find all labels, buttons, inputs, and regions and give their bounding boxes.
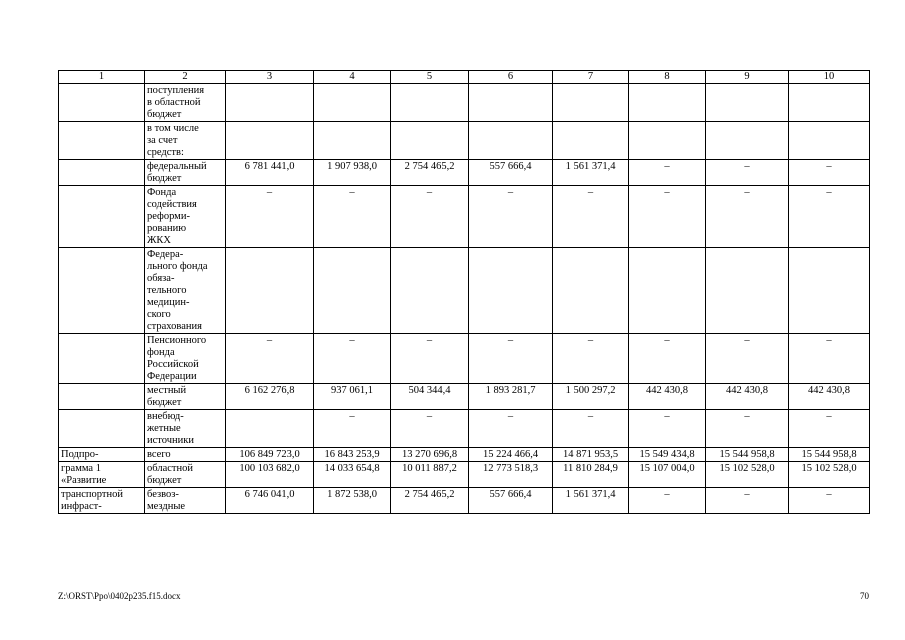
program-name-cell <box>59 186 145 248</box>
amount-cell <box>629 122 706 160</box>
funding-source-cell: в том числе за счет средств: <box>145 122 226 160</box>
amount-cell <box>553 122 629 160</box>
amount-cell: – <box>553 334 629 384</box>
column-number-cell: 9 <box>706 71 789 84</box>
column-number-cell: 2 <box>145 71 226 84</box>
amount-cell <box>553 248 629 334</box>
amount-cell <box>706 248 789 334</box>
table-row <box>59 160 870 186</box>
amount-cell <box>789 122 870 160</box>
amount-cell: – <box>789 186 870 248</box>
amount-cell: – <box>629 160 706 186</box>
amount-cell: – <box>629 334 706 384</box>
amount-cell: – <box>629 488 706 514</box>
amount-cell <box>226 248 314 334</box>
amount-cell <box>314 122 391 160</box>
program-name-cell <box>59 84 145 122</box>
amount-cell <box>469 122 553 160</box>
amount-cell: – <box>226 186 314 248</box>
program-name-cell: грамма 1 «Развитие <box>59 462 145 488</box>
column-number-cell: 3 <box>226 71 314 84</box>
column-number-cell: 7 <box>553 71 629 84</box>
column-number-cell: 1 <box>59 71 145 84</box>
amount-cell: – <box>314 334 391 384</box>
amount-cell: – <box>553 186 629 248</box>
amount-cell: – <box>629 410 706 448</box>
amount-cell <box>629 84 706 122</box>
table-row <box>59 84 870 122</box>
column-number-row <box>59 71 870 84</box>
table-row <box>59 334 870 384</box>
table-row <box>59 410 870 448</box>
amount-cell: 16 843 253,9 <box>314 448 391 462</box>
amount-cell: 11 810 284,9 <box>553 462 629 488</box>
column-number-cell: 10 <box>789 71 870 84</box>
amount-cell: 1 561 371,4 <box>553 488 629 514</box>
column-number-cell: 4 <box>314 71 391 84</box>
amount-cell: 1 872 538,0 <box>314 488 391 514</box>
table-body <box>59 71 870 514</box>
funding-source-cell: внебюд- жетные источники <box>145 410 226 448</box>
program-name-cell <box>59 384 145 410</box>
amount-cell <box>314 248 391 334</box>
amount-cell <box>226 122 314 160</box>
amount-cell: – <box>706 334 789 384</box>
amount-cell <box>226 410 314 448</box>
amount-cell: – <box>391 410 469 448</box>
funding-source-cell: федеральный бюджет <box>145 160 226 186</box>
column-number-cell: 5 <box>391 71 469 84</box>
amount-cell <box>391 248 469 334</box>
amount-cell: 6 781 441,0 <box>226 160 314 186</box>
amount-cell: 15 102 528,0 <box>706 462 789 488</box>
program-name-cell: транспортной инфраст- <box>59 488 145 514</box>
amount-cell: 1 561 371,4 <box>553 160 629 186</box>
amount-cell: – <box>391 186 469 248</box>
funding-source-cell: Федера- льного фонда обяза- тельного медицин- ского страхования <box>145 248 226 334</box>
amount-cell: – <box>789 160 870 186</box>
amount-cell: 557 666,4 <box>469 488 553 514</box>
amount-cell: 10 011 887,2 <box>391 462 469 488</box>
program-name-cell <box>59 410 145 448</box>
amount-cell: 100 103 682,0 <box>226 462 314 488</box>
amount-cell: – <box>629 186 706 248</box>
amount-cell: 15 107 004,0 <box>629 462 706 488</box>
amount-cell: 15 549 434,8 <box>629 448 706 462</box>
amount-cell: 2 754 465,2 <box>391 160 469 186</box>
table-row <box>59 122 870 160</box>
column-number-cell: 6 <box>469 71 553 84</box>
table-row <box>59 384 870 410</box>
program-name-cell <box>59 334 145 384</box>
amount-cell: 12 773 518,3 <box>469 462 553 488</box>
amount-cell: 442 430,8 <box>789 384 870 410</box>
amount-cell: 504 344,4 <box>391 384 469 410</box>
amount-cell <box>314 84 391 122</box>
funding-source-cell: областной бюджет <box>145 462 226 488</box>
amount-cell: – <box>789 488 870 514</box>
amount-cell: 106 849 723,0 <box>226 448 314 462</box>
table-row <box>59 248 870 334</box>
amount-cell: – <box>706 186 789 248</box>
funding-source-cell: безвоз- мездные <box>145 488 226 514</box>
amount-cell: 14 033 654,8 <box>314 462 391 488</box>
amount-cell: 1 907 938,0 <box>314 160 391 186</box>
amount-cell: 15 544 958,8 <box>789 448 870 462</box>
table-row <box>59 462 870 488</box>
amount-cell <box>789 248 870 334</box>
amount-cell: – <box>314 410 391 448</box>
footer-file-path: Z:\ORST\Ppo\0402p235.f15.docx <box>58 591 181 601</box>
amount-cell: 557 666,4 <box>469 160 553 186</box>
funding-source-cell: местный бюджет <box>145 384 226 410</box>
amount-cell: – <box>226 334 314 384</box>
column-number-cell: 8 <box>629 71 706 84</box>
amount-cell: 15 224 466,4 <box>469 448 553 462</box>
amount-cell: – <box>314 186 391 248</box>
amount-cell: 6 162 276,8 <box>226 384 314 410</box>
amount-cell: 6 746 041,0 <box>226 488 314 514</box>
amount-cell: 15 102 528,0 <box>789 462 870 488</box>
amount-cell: 15 544 958,8 <box>706 448 789 462</box>
table-row <box>59 186 870 248</box>
program-name-cell <box>59 122 145 160</box>
amount-cell <box>789 84 870 122</box>
amount-cell: – <box>706 160 789 186</box>
amount-cell <box>226 84 314 122</box>
program-name-cell: Подпро- <box>59 448 145 462</box>
amount-cell: 14 871 953,5 <box>553 448 629 462</box>
amount-cell <box>391 122 469 160</box>
funding-source-cell: всего <box>145 448 226 462</box>
amount-cell: – <box>469 410 553 448</box>
amount-cell: 442 430,8 <box>629 384 706 410</box>
amount-cell: 442 430,8 <box>706 384 789 410</box>
program-name-cell <box>59 248 145 334</box>
amount-cell <box>469 84 553 122</box>
amount-cell: – <box>789 334 870 384</box>
amount-cell <box>629 248 706 334</box>
amount-cell: 1 893 281,7 <box>469 384 553 410</box>
amount-cell: – <box>789 410 870 448</box>
funding-source-cell: Фонда содействия реформи- рованию ЖКХ <box>145 186 226 248</box>
amount-cell <box>553 84 629 122</box>
amount-cell: 2 754 465,2 <box>391 488 469 514</box>
amount-cell <box>706 84 789 122</box>
amount-cell: – <box>553 410 629 448</box>
amount-cell: – <box>469 334 553 384</box>
table-row <box>59 488 870 514</box>
amount-cell <box>391 84 469 122</box>
amount-cell <box>706 122 789 160</box>
amount-cell: – <box>706 488 789 514</box>
budget-table <box>58 70 870 514</box>
amount-cell: 13 270 696,8 <box>391 448 469 462</box>
amount-cell: – <box>469 186 553 248</box>
program-name-cell <box>59 160 145 186</box>
table-row <box>59 448 870 462</box>
amount-cell <box>469 248 553 334</box>
amount-cell: – <box>391 334 469 384</box>
amount-cell: – <box>706 410 789 448</box>
funding-source-cell: Пенсионного фонда Российской Федерации <box>145 334 226 384</box>
funding-source-cell: поступления в областной бюджет <box>145 84 226 122</box>
amount-cell: 937 061,1 <box>314 384 391 410</box>
amount-cell: 1 500 297,2 <box>553 384 629 410</box>
page-number: 70 <box>860 591 869 601</box>
